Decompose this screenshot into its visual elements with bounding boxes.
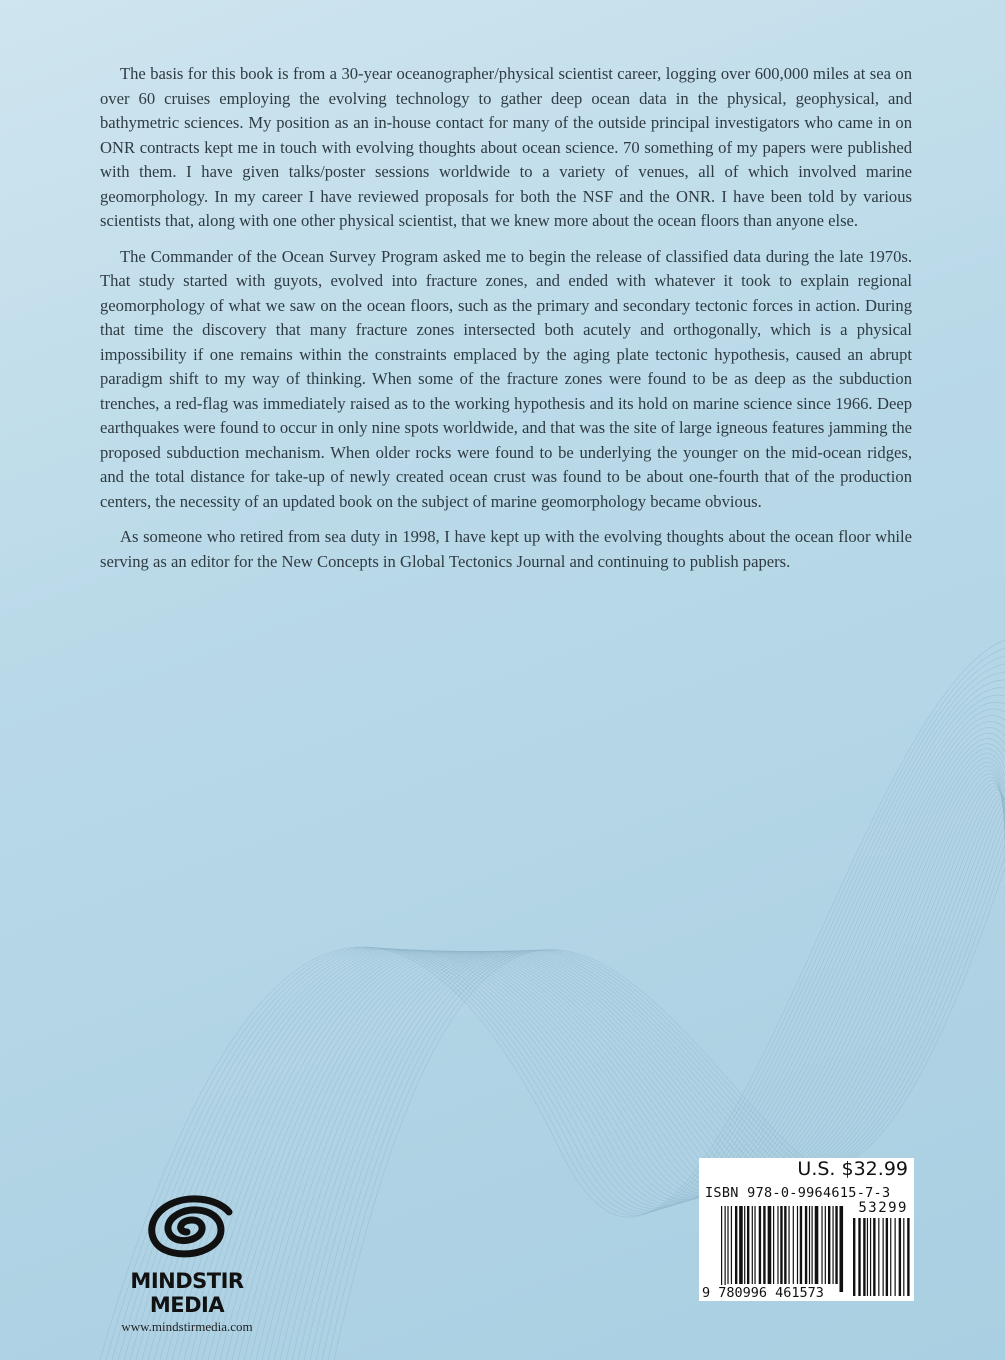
barcode-bar: [763, 1206, 765, 1284]
barcode-bar: [903, 1218, 904, 1296]
barcode-bar: [788, 1206, 789, 1284]
barcode-bar: [835, 1206, 837, 1284]
barcode-bar: [895, 1218, 896, 1296]
barcode-bar: [754, 1206, 755, 1284]
barcode-bar: [747, 1206, 749, 1284]
barcode-bar: [752, 1206, 753, 1284]
price-addon-code: 53299: [858, 1200, 908, 1216]
barcode-bar: [773, 1206, 774, 1284]
paragraph-3: As someone who retired from sea duty in 1998, I have kept up with the evolving thoughts about the ocean floor while serving as an editor for the New Concepts in Global Tectonics Journal and continuing to publish papers.: [100, 527, 912, 571]
ean-number: 9 780996 461573: [702, 1285, 824, 1301]
barcode-bar: [890, 1218, 891, 1296]
publisher-name: MINDSTIR MEDIA: [130, 1269, 244, 1317]
isbn-barcode: [699, 1158, 914, 1301]
barcode-bar: [759, 1206, 761, 1284]
barcode-bar: [878, 1218, 879, 1296]
barcode-bar: [863, 1218, 865, 1296]
barcode-bar: [886, 1218, 888, 1296]
barcode-bar: [780, 1206, 782, 1284]
barcode-bar: [725, 1206, 726, 1292]
barcode-bar: [899, 1218, 901, 1296]
paragraph-2: The Commander of the Ocean Survey Program asked me to begin the release of classified data during the late 1970s. That study started with guyots, evolved into fracture zones, and ended with whatever it took to explain regional geomorphology of what we saw on the ocean floors, such as the primary and secondary tectonic forces in action. During that time the discovery that many fracture zones intersected both acutely and orthogonally, which is a physical impossibility if one remains within the constraints emplaced by the aging plate tectonic hypothesis, caused an abrupt paradigm shift to my way of thinking. When some of the fracture zones were found to be as deep as the subduction trenches, a red-flag was immediately raised as to the working hypothesis and its hold on marine science since 1966. Deep earthquakes were found to occur in only nine spots worldwide, and that was the site of large igneous features jamming the proposed subduction mechanism. When older rocks were found to be underlying the younger on the mid-ocean ridges, and the total distance for take-up of newly created ocean crust was found to be about one-fourth that of the production centers, the necessity of an updated book on the subject of marine geomorphology became obvious.: [100, 246, 912, 511]
barcode-bar: [721, 1206, 722, 1292]
barcode-bar: [735, 1206, 737, 1284]
description-text: [100, 62, 912, 585]
spiral-logo-icon: [137, 1192, 237, 1264]
barcode-bar: [907, 1218, 909, 1296]
barcode-bar: [739, 1206, 743, 1284]
barcode-bar: [832, 1206, 833, 1284]
barcode-bar: [731, 1206, 732, 1284]
barcode-bar: [784, 1206, 786, 1284]
barcode-bar: [815, 1206, 819, 1284]
barcode-bar: [777, 1206, 778, 1284]
price-label: U.S. $32.99: [797, 1158, 908, 1180]
barcode-bar: [811, 1206, 812, 1284]
barcode-bar: [800, 1206, 802, 1284]
barcode-bar: [768, 1206, 772, 1284]
isbn-label: ISBN 978-0-9964615-7-3: [705, 1185, 891, 1201]
barcode-bar: [883, 1218, 884, 1296]
barcode-bar: [867, 1218, 868, 1296]
barcode-bar: [744, 1206, 745, 1284]
barcode-bar: [805, 1206, 807, 1284]
barcode-bar: [825, 1206, 826, 1284]
barcode-bar: [853, 1218, 855, 1296]
barcode-bar: [873, 1218, 875, 1296]
barcode-bar: [797, 1206, 798, 1284]
barcode-bar: [828, 1206, 830, 1284]
barcode-bar: [870, 1218, 871, 1296]
barcode-bar: [809, 1206, 810, 1284]
barcode-bar: [839, 1206, 843, 1292]
barcode-bar: [793, 1206, 794, 1284]
paragraph-1: The basis for this book is from a 30-year oceanographer/physical scientist career, logging over 600,000 miles at sea on over 60 cruises employing the evolving technology to gather deep ocean data in the physical, geophysical, and bathymetric sciences. My position as an in-house contact for many of the outside principal investigators who came in on ONR contracts kept me in touch with evolving thoughts about ocean science. 70 something of my papers were published with them. I have given talks/poster sessions worldwide to a variety of venues, all of which involved marine geomorphology. In my career I have reviewed proposals for both the NSF and the ONR. I have been told by various scientists that, along with one other physical scientist, that we knew more about the ocean floors than anyone else.: [100, 64, 912, 230]
barcode-bar: [858, 1218, 860, 1296]
barcode-bar: [727, 1206, 728, 1284]
barcode-bar: [821, 1206, 822, 1284]
publisher-logo: [92, 1192, 282, 1335]
publisher-url: www.mindstirmedia.com: [121, 1319, 253, 1334]
